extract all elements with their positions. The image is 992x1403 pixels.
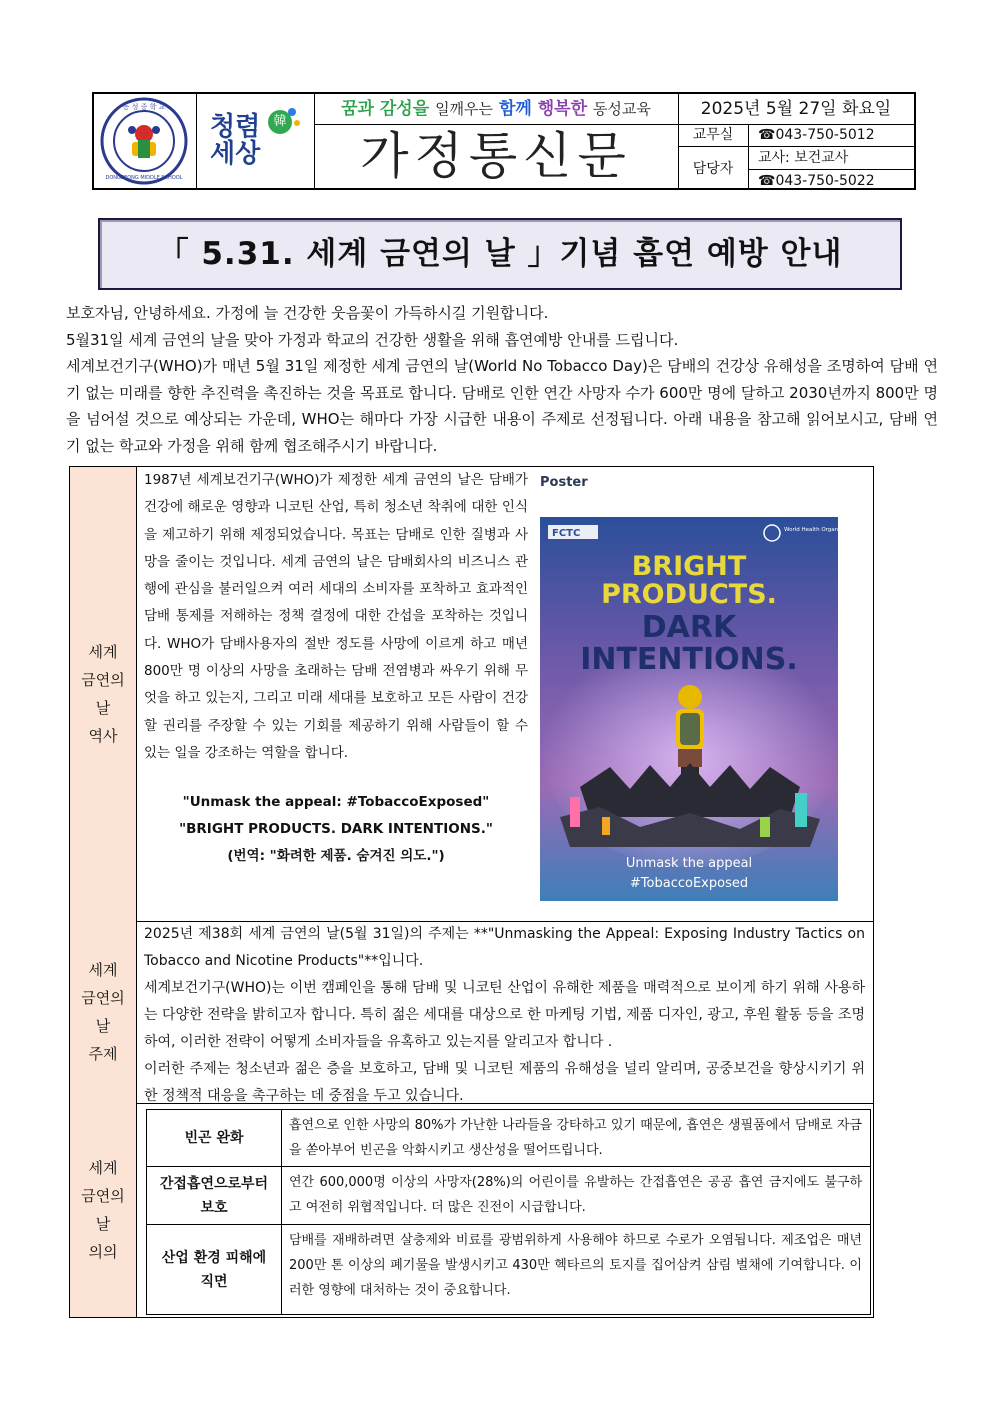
slogan-word: 행복한 (537, 99, 588, 119)
label-line: 금연의 (81, 671, 125, 689)
poster-line4: INTENTIONS. (580, 642, 798, 677)
label-line: 날 (95, 1215, 111, 1233)
poster-caption: Poster (540, 475, 588, 490)
quote-line: "BRIGHT PRODUCTS. DARK INTENTIONS." (179, 821, 493, 837)
theme-paragraph: 세계보건기구(WHO)는 이번 캠페인을 통해 담배 및 니코틴 산업이 유해한 제품을 매력적으로 보이게 하기 위해 사용하는 다양한 전략을 밝히고자 합니다. 특히 젊은 세대를 대상으로 한 마케팅 기법, 제품 디자인, 광고, 후원 활동 등을 조명하여, 이러한 전략이 어떻게 소비자들을 유혹하고 있는지를 알리고자 합니다 . (144, 980, 865, 1050)
label-line: 의의 (88, 1243, 118, 1261)
title-line: 빈곤 완화 (184, 1130, 244, 1146)
logo-badge: 韓 (268, 110, 292, 134)
intro-text (66, 300, 938, 459)
logo-dot-blue (288, 108, 296, 116)
significance-row (70, 1103, 873, 1317)
significance-item-text: 담배를 재배하려면 살충제와 비료를 광범위하게 사용해야 하므로 수로가 오염됩니다. 제조업은 매년 200만 톤 이상의 폐기물을 발생시키고 430만 헥타르의 토지를 집어삼켜 삼림 벌채에 기여합니다. 이러한 영향에 대처하는 것이 중요합니다. (289, 1233, 862, 1298)
title-line: 직면 (200, 1273, 228, 1290)
contact-info (678, 124, 914, 188)
significance-item-title (147, 1110, 282, 1166)
significance-item (147, 1225, 870, 1314)
svg-text:동 성 중 학 교: 동 성 중 학 교 (122, 103, 166, 111)
label-line: 세계 (88, 643, 118, 661)
poster-line3: DARK (641, 610, 737, 645)
slogan-word: 일깨우는 (435, 100, 494, 118)
label-line: 세계 (88, 961, 118, 979)
integrity-logo (210, 108, 300, 174)
poster-bottom2: #TobaccoExposed (629, 876, 749, 891)
school-seal-icon (94, 94, 194, 188)
slogan-word: 감성을 (379, 99, 430, 119)
theme-paragraph: 이러한 주제는 청소년과 젊은 층을 보호하고, 담배 및 니코틴 제품의 유해성을 널리 알리며, 공중보건을 향상시키기 위한 정책적 대응을 촉구하는 데 중점을 두고 있습니다. (144, 1061, 865, 1104)
label-line: 금연의 (81, 1187, 125, 1205)
label-line: 금연의 (81, 989, 125, 1007)
contact-phone: ☎043-750-5022 (758, 173, 875, 189)
newsletter-header (92, 92, 916, 190)
slogan-word: 꿈과 (341, 99, 374, 119)
notice-banner: 「 5.31. 세계 금연의 날 」기념 흡연 예방 안내 (98, 218, 902, 290)
poster-line1: BRIGHT (631, 551, 747, 582)
office-phone: ☎043-750-5012 (758, 127, 875, 143)
page-title: 가정통신문 (360, 127, 632, 185)
intro-paragraph: 보호자님, 안녕하세요. 가정에 늘 건강한 웃음꽃이 가득하시길 기원합니다. (66, 304, 549, 322)
label-line: 역사 (88, 727, 118, 745)
logo-dot-yellow (294, 120, 300, 126)
info-table (69, 466, 874, 1318)
poster-who: World Health Organization (784, 527, 857, 533)
slogan-word: 동성교육 (592, 100, 651, 118)
poster-bottom1: Unmask the appeal (625, 856, 753, 871)
significance-item-text: 흡연으로 인한 사망의 80%가 가난한 나라들을 강타하고 있기 때문에, 흡연은 생필품에서 담배로 자금을 쏟아부어 빈곤을 악화시키고 생산성을 떨어뜨립니다. (289, 1118, 862, 1158)
poster-fctc: FCTC (552, 528, 581, 539)
title-line: 산업 환경 피해에 (161, 1249, 267, 1266)
significance-item-title (147, 1167, 282, 1224)
history-content (136, 467, 873, 921)
theme-content (136, 921, 873, 1103)
school-slogan (314, 94, 678, 125)
history-text: 1987년 세계보건기구(WHO)가 제정한 세계 금연의 날은 담배가 건강에 해로운 영향과 니코틴 산업, 특히 청소년 착취에 대한 인식을 제고하기 위해 제정되었습니다. 목표는 담배로 인한 질병과 사망을 줄이는 것입니다. 세계 금연의 날은 담배회사의 비즈니스 관행에 관심을 불러일으켜 여러 세대의 소비자를 포착하고 효과적인 담배 통제를 저해하는 정책 결정에 대한 간섭을 포착하는 것입니다. WHO가 담배사용자의 절반 정도를 사망에 이르게 하고 매년 800만 명 이상의 사망을 초래하는 담배 전염병과 싸우기 위해 무엇을 하고 있는지, 그리고 미래 세대를 보호하고 모든 사람이 건강할 권리를 주장할 수 있는 기회를 제공하기 위해 사람들이 할 수 있는 일을 강조하는 역할을 합니다. (144, 472, 528, 761)
office-label: 교무실 (678, 124, 749, 146)
history-row (70, 467, 873, 922)
svg-text:DONGSEONG MIDDLE SCHOOL: DONGSEONG MIDDLE SCHOOL (105, 175, 183, 181)
campaign-quotes (136, 789, 536, 870)
label-line: 세계 (88, 1159, 118, 1177)
intro-paragraph: 세계보건기구(WHO)가 매년 5월 31일 제정한 세계 금연의 날(World No Tobacco Day)은 담배의 건강상 유해성을 조명하여 담배 연기 없는 미래를 향한 추진력을 촉진하는 것을 목표로 합니다. 담배로 인한 연간 사망자 수가 600만 명에 달하고 2030년까지 800만 명을 넘어설 것으로 예상되는 가운데, WHO는 해마다 가장 시급한 내용이 주제로 선정됩니다. 아래 내용을 참고해 읽어보시고, 담배 연기 없는 학교와 가정을 위해 함께 협조해주시기 바랍니다. (66, 357, 938, 455)
theme-text (144, 921, 865, 1110)
campaign-poster (540, 517, 857, 901)
quote-line: "Unmask the appeal: #TobaccoExposed" (182, 794, 490, 810)
theme-label (70, 921, 137, 1103)
title-line: 보호 (200, 1199, 228, 1216)
contact-label: 담당자 (678, 147, 749, 188)
significance-label (70, 1103, 137, 1317)
theme-paragraph: 2025년 제38회 세계 금연의 날(5월 31일)의 주제는 **"Unmasking the Appeal: Exposing Industry Tactics on Tobacco and Nicotine Products"**입니다. (144, 926, 865, 969)
issue-date: 2025년 5월 27일 화요일 (678, 94, 914, 125)
poster-line2: PRODUCTS. (601, 579, 777, 610)
history-label (70, 467, 137, 921)
theme-row (70, 921, 873, 1104)
logo-text: 청렴세상 (210, 112, 261, 169)
label-line: 주제 (88, 1045, 118, 1063)
school-seal-cell (94, 94, 197, 188)
integrity-logo-cell (196, 94, 315, 188)
significance-table (146, 1109, 871, 1315)
intro-paragraph: 5월31일 세계 금연의 날을 맞아 가정과 학교의 건강한 생활을 위해 흡연예방 안내를 드립니다. (66, 330, 679, 349)
significance-item-text: 연간 600,000명 이상의 사망자(28%)의 어린이를 유발하는 간접흡연은 공공 흡연 금지에도 불구하고 여전히 위협적입니다. 더 많은 진전이 시급합니다. (289, 1175, 862, 1215)
significance-item (147, 1110, 870, 1167)
significance-item-title (147, 1225, 282, 1314)
slogan-word: 함께 (498, 99, 532, 119)
label-line: 날 (95, 699, 111, 717)
quote-line: (번역: "화려한 제품. 숨겨진 의도.") (227, 848, 445, 864)
poster-art (540, 517, 857, 901)
title-cell (314, 94, 679, 188)
title-line: 간접흡연으로부터 (159, 1175, 269, 1192)
significance-item (147, 1167, 870, 1225)
label-line: 날 (95, 1017, 111, 1035)
contact-teacher: 교사: 보건교사 (748, 147, 914, 170)
